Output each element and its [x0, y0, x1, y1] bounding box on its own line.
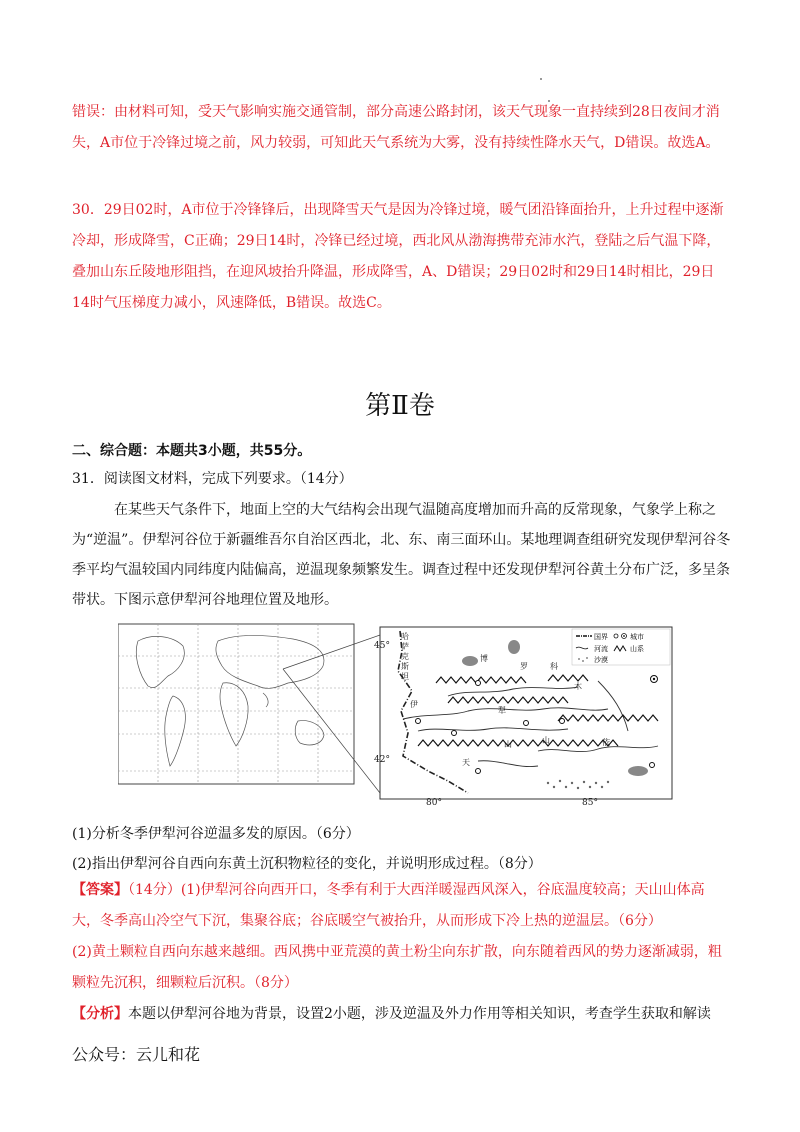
sub-question-2: (2)指出伊犁河谷自西向东黄土沉积物粒径的变化，并说明形成过程。（8分） [72, 856, 542, 872]
label-yi2: 依 [602, 738, 610, 747]
section-heading: 二、综合题：本题共3小题，共55分。 [72, 443, 312, 459]
lon-label-left: 80° [426, 798, 442, 805]
prev-answer-paragraph-1: 错误：由材料可知，受天气影响实施交通管制，部分高速公路封闭，该天气现象一直持续到28日夜间才消失，A市位于冷锋过境之前，风力较弱，可知此天气系统为大雾，没有持续性降水天气，D错误。故选A。 [72, 104, 720, 151]
map-figure [118, 621, 676, 805]
legend-border: 国界 [594, 633, 608, 641]
legend-desert: 沙漠 [594, 656, 608, 664]
label-kazakh: 哈 [401, 632, 409, 641]
figure [118, 621, 676, 805]
lake [508, 640, 520, 654]
label-mu: 木 [574, 682, 582, 691]
prev-answer-paragraph-2: 30．29日02时，A市位于冷锋锋后，出现降雪天气是因为冷锋过境，暖气团沿锋面抬升，上升过程中逐渐冷却，形成降雪，C正确；29日14时，冷锋已经过境，西北风从渤海携带充沛水汽，登陆之后气温下降，叠加山东丘陵地形阻挡，在迎风坡抬升降温，形成降雪，A、D错误；29日02时和29日14时相比，29日14时气压梯度力减小，风速降低，B错误。故选C。 [72, 202, 724, 311]
lake [462, 656, 478, 666]
question-material: 在某些天气条件下，地面上空的大气结构会出现气温随高度增加而升高的反常现象，气象学上称之为“逆温”。伊犁河谷位于新疆维吾尔自治区西北，北、东、南三面环山。某地理调查组研究发现伊犁河谷冬季平均气温较国内同纬度内陆偏高，逆温现象频繁发生。调查过程中还发现伊犁河谷黄土分布广泛，多呈条带状。下图示意伊犁河谷地理位置及地形。 [72, 502, 731, 608]
scan-dot [540, 78, 542, 80]
label-li: 犁 [498, 706, 506, 715]
sub-question-1: (1)分析冬季伊犁河谷逆温多发的原因。（6分） [72, 826, 360, 842]
analysis-label: 【分析】 [72, 1006, 128, 1022]
question-stem: 31．阅读图文材料，完成下列要求。（14分） [72, 471, 353, 487]
legend-city: 城市 [630, 633, 644, 641]
label-ke: 科 [550, 662, 558, 671]
label-shan2: 山 [542, 736, 550, 745]
label-shan: 山 [504, 740, 512, 749]
lat-label-bottom: 42° [374, 755, 390, 765]
label-yi: 伊 [410, 700, 418, 709]
legend-mountain: 山系 [630, 645, 644, 653]
analysis-block [72, 999, 732, 1030]
answer-part-1: （14分）(1)伊犁河谷向西开口，冬季有利于大西洋暖湿西风深入，谷底温度较高；天山山体高大，冬季高山冷空气下沉，集聚谷底；谷底暖空气被抬升，从而形成下冷上热的逆温层。（6分） [72, 882, 705, 929]
label-tian: 天 [462, 758, 470, 767]
svg-text:斯: 斯 [401, 662, 409, 671]
svg-text:坦: 坦 [401, 672, 409, 681]
answer-part-2: (2)黄土颗粒自西向东越来越细。西风携中亚荒漠的黄土粉尘向东扩散，向东随着西风的势力逐渐减弱，粗颗粒先沉积，细颗粒后沉积。（8分） [72, 944, 722, 991]
analysis-text: 本题以伊犁河谷地为背景，设置2小题，涉及逆温及外力作用等相关知识，考查学生获取和解读 [128, 1006, 711, 1022]
label-luo: 罗 [520, 662, 528, 671]
lon-label-right: 85° [582, 798, 598, 805]
answer-block [72, 875, 732, 937]
footer-account: 公众号：云儿和花 [72, 1045, 201, 1064]
lat-label-top: 45° [374, 641, 390, 651]
world-map-frame [118, 624, 354, 784]
page-title: 第Ⅱ卷 [365, 391, 435, 421]
label-bo: 博 [480, 654, 488, 663]
svg-text:萨: 萨 [401, 642, 409, 651]
map-legend [572, 629, 670, 665]
legend-river: 河流 [594, 645, 608, 653]
svg-text:克: 克 [401, 652, 409, 661]
lake [628, 766, 648, 776]
answer-label: 【答案】 [72, 882, 128, 898]
